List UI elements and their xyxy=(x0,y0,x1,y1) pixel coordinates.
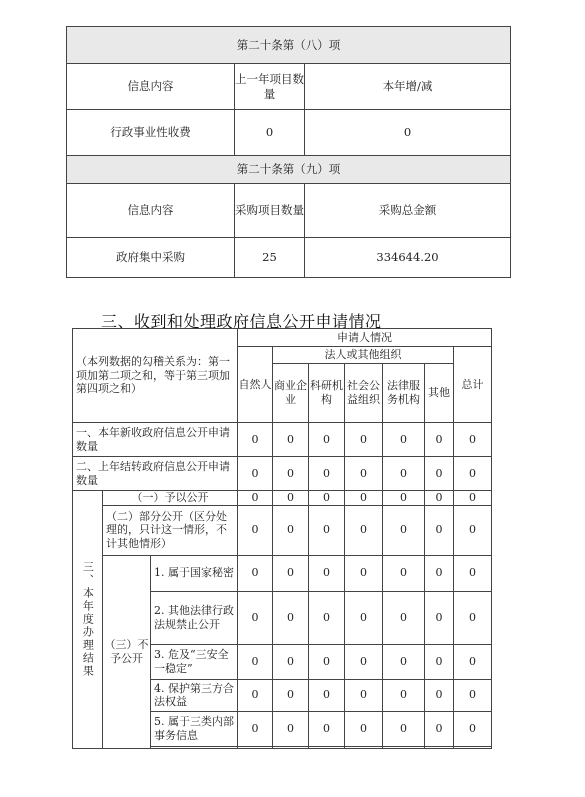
cell-value: 0 xyxy=(383,591,425,644)
cell-value: 0 xyxy=(309,491,345,506)
cell-value: 0 xyxy=(309,555,345,591)
table-row xyxy=(73,423,492,457)
legal-header: 法人或其他组织 xyxy=(273,347,454,364)
header-change: 本年增/减 xyxy=(305,64,511,110)
cell-value: 0 xyxy=(383,644,425,679)
cell-value: 0 xyxy=(309,679,345,711)
cell-value: 0 xyxy=(273,505,309,555)
deny-reason-1: 1. 属于国家秘密 xyxy=(151,555,238,591)
social-header: 社会公益组织 xyxy=(345,364,383,423)
cell-value: 0 xyxy=(425,679,454,711)
cell-value: 0 xyxy=(309,711,345,746)
row-admin-fee-change: 0 xyxy=(305,110,511,156)
row-partial-label: （二）部分公开（区分处理的，只计这一情形，不计其他情形） xyxy=(103,505,238,555)
cell-value: 0 xyxy=(345,505,383,555)
cell-value: 0 xyxy=(273,644,309,679)
cell-value: 0 xyxy=(238,591,273,644)
legal-service-header: 法律服务机构 xyxy=(383,364,425,423)
cell-value: 0 xyxy=(345,711,383,746)
cell-value: 0 xyxy=(273,457,309,491)
cell-value: 0 xyxy=(309,591,345,644)
cell-value: 0 xyxy=(383,679,425,711)
header-info-content-9: 信息内容 xyxy=(67,184,235,238)
cell-value: 0 xyxy=(454,491,492,506)
section-heading: 三、收到和处理政府信息公开申请情况 xyxy=(101,312,382,331)
row-carryover-label: 二、上年结转政府信息公开申请数量 xyxy=(73,457,238,491)
cell-value: 0 xyxy=(425,644,454,679)
deny-reason-5: 5. 属于三类内部事务信息 xyxy=(151,711,238,746)
cell-value: 0 xyxy=(383,423,425,457)
cell-value: 0 xyxy=(454,644,492,679)
cell-value: 0 xyxy=(345,457,383,491)
row-new-label: 一、本年新收政府信息公开申请数量 xyxy=(73,423,238,457)
cell-value: 0 xyxy=(383,505,425,555)
cell-value: 0 xyxy=(345,591,383,644)
fee-procurement-table xyxy=(66,26,511,278)
cell-value: 0 xyxy=(309,457,345,491)
table-row xyxy=(73,555,492,591)
cell-value: 0 xyxy=(454,505,492,555)
section-8-title: 第二十条第（八）项 xyxy=(67,27,511,64)
cell-value: 0 xyxy=(309,644,345,679)
cell-value: 0 xyxy=(383,491,425,506)
cell-value: 0 xyxy=(345,679,383,711)
cell-value: 0 xyxy=(383,711,425,746)
cell-value: 0 xyxy=(238,711,273,746)
other-header: 其他 xyxy=(425,364,454,423)
row-admin-fee-prev: 0 xyxy=(235,110,305,156)
table-row xyxy=(73,491,492,506)
cell-value: 0 xyxy=(309,423,345,457)
cell-value: 0 xyxy=(425,491,454,506)
cell-value: 0 xyxy=(454,423,492,457)
disclosure-requests-table xyxy=(72,328,492,749)
cell-value: 0 xyxy=(238,457,273,491)
row-procurement-count: 25 xyxy=(235,238,305,278)
header-procurement-total: 采购总金额 xyxy=(305,184,511,238)
row-procurement-total: 334644.20 xyxy=(305,238,511,278)
section-9-title: 第二十条第（九）项 xyxy=(67,156,511,184)
cell-value: 0 xyxy=(238,491,273,506)
header-prev-year-count: 上一年项目数量 xyxy=(235,64,305,110)
cell-value: 0 xyxy=(238,679,273,711)
cell-value: 0 xyxy=(454,591,492,644)
cell-value: 0 xyxy=(345,423,383,457)
row-grant-label: （一）予以公开 xyxy=(103,491,238,506)
cell-value: 0 xyxy=(345,555,383,591)
cell-value: 0 xyxy=(425,711,454,746)
cell-value: 0 xyxy=(309,505,345,555)
cell-value: 0 xyxy=(273,711,309,746)
header-procurement-count: 采购项目数量 xyxy=(235,184,305,238)
cell-value: 0 xyxy=(273,591,309,644)
header-info-content: 信息内容 xyxy=(67,64,235,110)
cell-value: 0 xyxy=(238,505,273,555)
natural-person-header: 自然人 xyxy=(238,347,273,423)
cell-value: 0 xyxy=(345,644,383,679)
cell-value: 0 xyxy=(454,711,492,746)
cell-value: 0 xyxy=(425,423,454,457)
commercial-header: 商业企业 xyxy=(273,364,309,423)
cell-value: 0 xyxy=(383,555,425,591)
cell-value: 0 xyxy=(383,457,425,491)
cell-value: 0 xyxy=(273,423,309,457)
deny-reason-2: 2. 其他法律行政法规禁止公开 xyxy=(151,591,238,644)
applicant-header: 申请人情况 xyxy=(238,329,492,347)
cell-value: 0 xyxy=(454,555,492,591)
cell-value: 0 xyxy=(273,679,309,711)
cell-value: 0 xyxy=(425,555,454,591)
cell-value: 0 xyxy=(425,505,454,555)
cell-value: 0 xyxy=(238,423,273,457)
deny-reason-4: 4. 保护第三方合法权益 xyxy=(151,679,238,711)
cell-value: 0 xyxy=(454,457,492,491)
cell-value: 0 xyxy=(273,555,309,591)
table-row xyxy=(73,505,492,555)
cell-value: 0 xyxy=(454,679,492,711)
row-procurement-label: 政府集中采购 xyxy=(67,238,235,278)
cell-value: 0 xyxy=(238,644,273,679)
row-deny-label: （三）不予公开 xyxy=(103,555,151,748)
cell-value: 0 xyxy=(273,491,309,506)
research-header: 科研机构 xyxy=(309,364,345,423)
note-cell: （本列数据的勾稽关系为：第一项加第二项之和，等于第三项加第四项之和） xyxy=(73,329,238,423)
cell-value: 0 xyxy=(425,457,454,491)
cell-value: 0 xyxy=(425,591,454,644)
total-header: 总计 xyxy=(454,347,492,423)
row-admin-fee-label: 行政事业性收费 xyxy=(67,110,235,156)
section-3-label: 三、本年度办理结果 xyxy=(73,491,103,749)
deny-reason-3: 3. 危及“三安全一稳定” xyxy=(151,644,238,679)
table-row xyxy=(73,457,492,491)
cell-value: 0 xyxy=(238,555,273,591)
cell-value: 0 xyxy=(345,491,383,506)
